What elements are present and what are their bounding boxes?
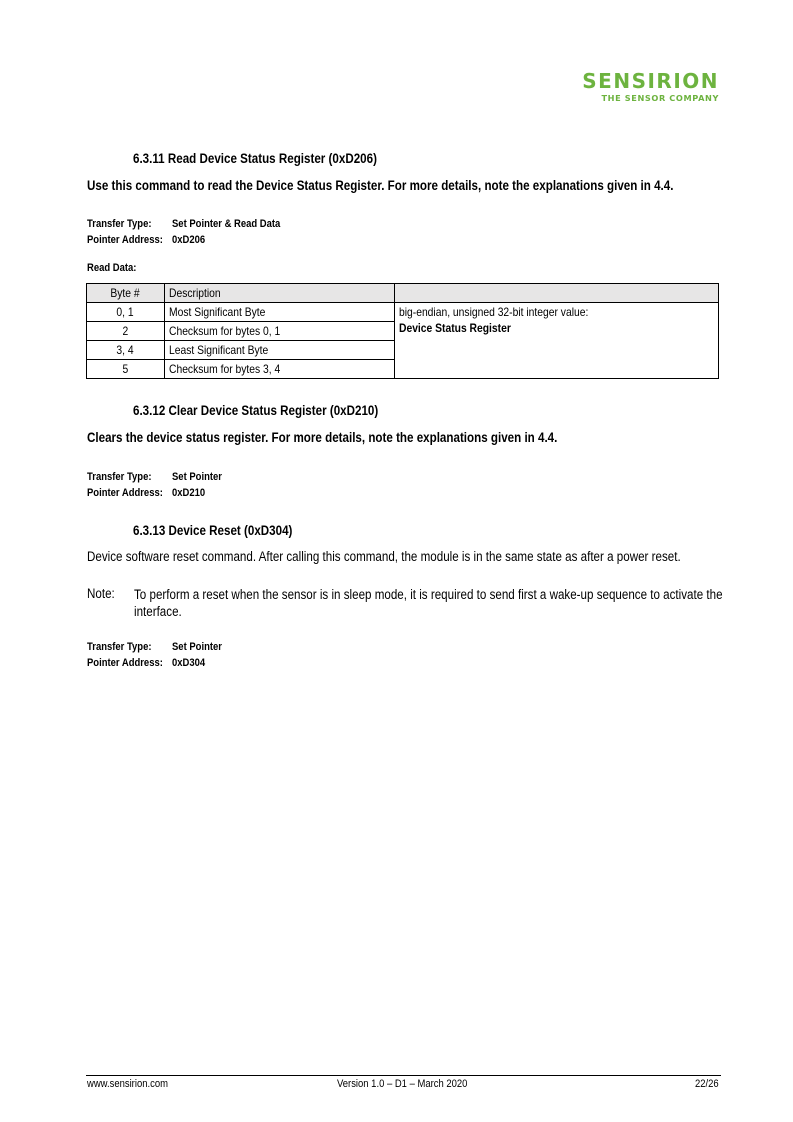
table-header-cell: Description [165,284,395,303]
sensirion-logo [582,70,719,103]
transfer-type-value: Set Pointer & Read Data [172,218,281,230]
section-body-6-3-13: Device software reset command. After calling this command, the module is in the same state as after a power reset. [87,549,681,564]
pointer-address-value: 0xD210 [172,487,206,499]
section-title-6-3-13: 6.3.13 Device Reset (0xD304) [133,523,293,538]
table-row [87,303,719,322]
description-cell: Most Significant Byte [165,303,395,322]
logo-tagline: THE SENSOR COMPANY [601,93,719,103]
description-cell: Least Significant Byte [165,341,395,360]
table-header-cell [395,284,719,303]
description-cell: Checksum for bytes 0, 1 [165,322,395,341]
note-text: To perform a reset when the sensor is in sleep mode, it is required to send first a wake-up sequence to activate the interface. [134,587,723,619]
table-header-row [87,284,719,303]
section-lead-6-3-12: Clears the device status register. For more details, note the explanations given in 4.4. [87,430,558,445]
pointer-address-label: Pointer Address: [87,234,163,246]
footer-version: Version 1.0 – D1 – March 2020 [337,1078,468,1090]
merged-note-bold: Device Status Register [399,321,511,335]
footer-divider [86,1075,721,1076]
byte-cell: 0, 1 [87,303,165,322]
logo-wordmark: SENSIRION [582,69,719,93]
transfer-type-label: Transfer Type: [87,641,152,653]
read-data-table [86,283,719,379]
pointer-address-value: 0xD304 [172,657,206,669]
note-label: Note: [87,586,115,601]
section-title-6-3-11: 6.3.11 Read Device Status Register (0xD206) [133,151,377,166]
footer-website-link[interactable]: www.sensirion.com [87,1078,168,1090]
pointer-address-label: Pointer Address: [87,487,163,499]
read-data-label: Read Data: [87,262,137,274]
transfer-type-label: Transfer Type: [87,471,152,483]
merged-note-cell [395,303,719,379]
byte-cell: 3, 4 [87,341,165,360]
transfer-type-value: Set Pointer [172,641,222,653]
footer-page-number: 22/26 [695,1078,719,1090]
transfer-type-value: Set Pointer [172,471,222,483]
transfer-type-label: Transfer Type: [87,218,152,230]
merged-note-text: big-endian, unsigned 32-bit integer value: [399,305,589,319]
section-lead-6-3-11: Use this command to read the Device Status Register. For more details, note the explanations given in 4.4. [87,178,674,193]
pointer-address-value: 0xD206 [172,234,206,246]
byte-cell: 5 [87,360,165,379]
pointer-address-label: Pointer Address: [87,657,163,669]
description-cell: Checksum for bytes 3, 4 [165,360,395,379]
byte-cell: 2 [87,322,165,341]
table-header-cell: Byte # [87,284,165,303]
section-title-6-3-12: 6.3.12 Clear Device Status Register (0xD210) [133,403,379,418]
